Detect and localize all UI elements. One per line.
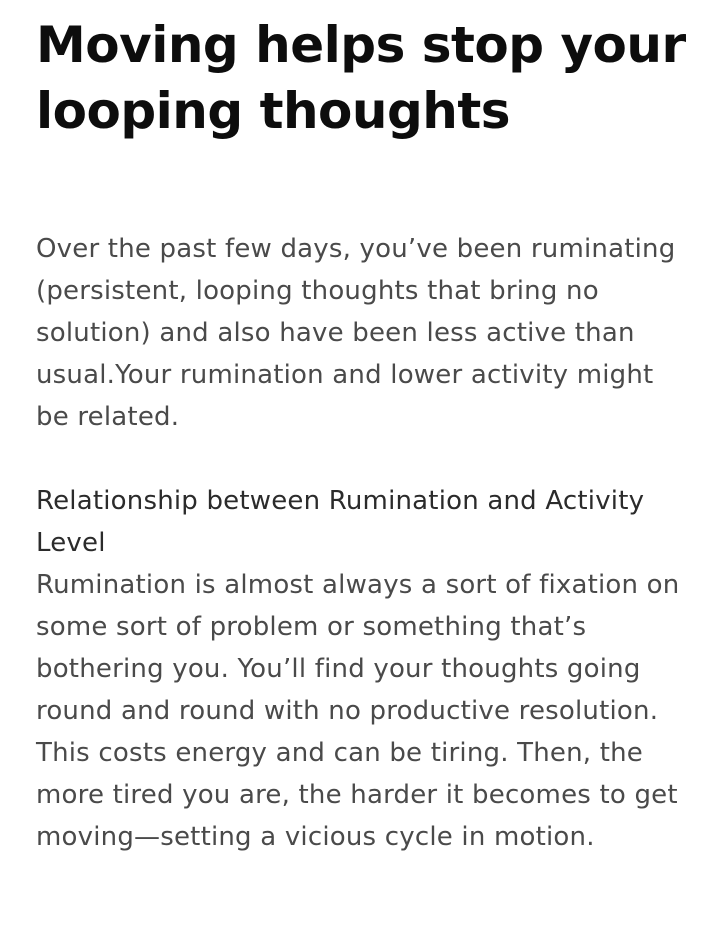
relationship-section	[36, 480, 686, 858]
page-title: Moving helps stop your looping thoughts	[36, 16, 686, 140]
section-heading: Relationship between Rumination and Activity Level	[36, 486, 645, 558]
article	[36, 0, 696, 852]
intro-paragraph: Over the past few days, you’ve been ruminating (persistent, looping thoughts that bring no solution) and also have been less active than usual.Your rumination and lower activity might be related.	[36, 234, 676, 432]
section-body-paragraph: Rumination is almost always a sort of fixation on some sort of problem or something that’s bothering you. You’ll find your thoughts going round and round with no productive resolution. This costs energy and can be tiring. Then, the more tired you are, the harder it becomes to get moving—setting a vicious cycle in motion.	[36, 570, 680, 852]
